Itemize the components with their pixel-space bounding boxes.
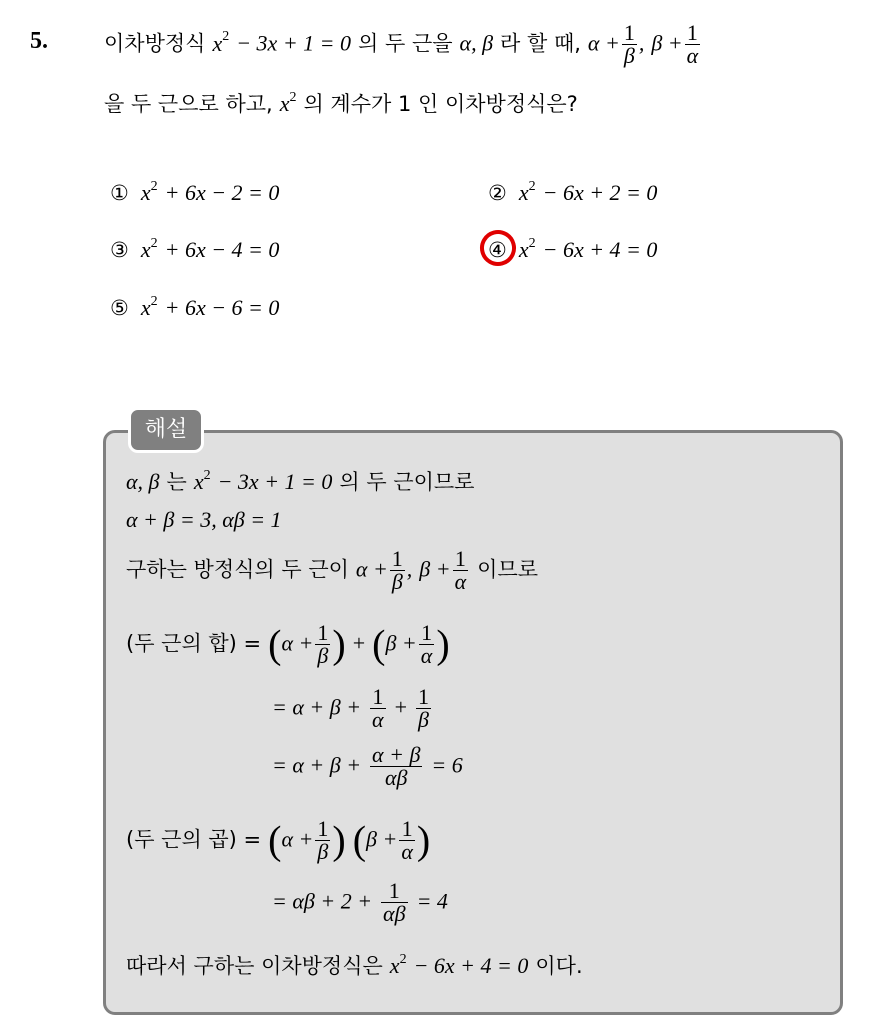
sum-line-3: = α + β + $\frac{\alpha + \beta}{\alpha\beta}$ = 6 <box>272 742 463 790</box>
choice-label: ④ <box>488 238 507 262</box>
choice-label: ⑤ <box>110 296 129 320</box>
question-equation: − 3x + 1 = 0 <box>236 30 352 56</box>
product-line-1: (두 근의 곱) = (α + $\frac{1}{\beta}$ ) (β + $\frac{1}{\alpha}$ ) <box>126 816 431 864</box>
choice-4[interactable]: ④ $x^2$ − 6x + 4 = 0 <box>488 237 657 263</box>
question-number: 5. <box>30 28 48 54</box>
solution-tag: 해설 <box>128 407 204 453</box>
fraction-one-over-beta: $\frac{1}{\beta}$ <box>623 20 635 68</box>
question-var-x2: $x^2$ <box>279 89 297 116</box>
solution-line-1: α, β 는 $x^2 - 3x + 1 = 0$ 의 두 근이므로 <box>126 467 475 494</box>
question-text-2: 의 두 근을 <box>358 31 453 56</box>
question-roots: α, β <box>459 30 494 56</box>
choice-3[interactable]: ③ $x^2$ + 6x − 4 = 0 <box>110 235 280 262</box>
choice-label: ② <box>488 181 507 205</box>
question-text-4: 을 두 근으로 하고, <box>104 92 273 116</box>
choice-2[interactable]: ② $x^2$ − 6x + 2 = 0 <box>488 178 658 205</box>
question-new-root-a: α + <box>587 30 620 56</box>
choice-label: ③ <box>110 238 129 262</box>
question-text-3: 라 할 때, <box>500 31 581 56</box>
solution-line-3: 구하는 방정식의 두 근이 α + $\frac{1}{\beta}$ , β + $\frac{1}{\alpha}$ 이므로 <box>126 546 539 594</box>
solution-line-2: α + β = 3, αβ = 1 <box>126 507 282 532</box>
solution-final-line: 따라서 구하는 이차방정식은 $x^2 - 6x + 4 = 0$ 이다. <box>126 951 583 978</box>
question-line-2 <box>104 88 578 118</box>
choice-label: ① <box>110 181 129 205</box>
choice-5[interactable]: ⑤ $x^2$ + 6x − 6 = 0 <box>110 293 280 320</box>
answer-circle-mark <box>476 226 520 270</box>
sum-line-2: = α + β + $\frac{1}{\alpha}$ + $\frac{1}{\beta}$ <box>272 684 430 732</box>
choice-expr: + 6x − 4 = 0 <box>164 237 280 262</box>
choice-1[interactable]: ① $x^2$ + 6x − 2 = 0 <box>110 178 280 205</box>
fraction-one-over-alpha: $\frac{1}{\alpha}$ <box>686 20 699 68</box>
product-line-2: = αβ + 2 + $\frac{1}{\alpha\beta}$ = 4 <box>272 878 448 926</box>
sum-line-1: (두 근의 합) = (α + $\frac{1}{\beta}$ ) + (β + $\frac{1}{\alpha}$ ) <box>126 620 450 668</box>
choice-expr: − 6x + 2 = 0 <box>542 180 658 205</box>
choice-expr: + 6x − 2 = 0 <box>164 180 280 205</box>
question-line-1: 이차방정식 $x^2 - 3x + 1 = 0$ 의 두 근을 α, β 라 할 때, α + $\frac{1}{\beta}$ , β + $\frac{1}{\alpha}$ <box>104 20 699 68</box>
question-text-1: 이차방정식 <box>104 31 206 56</box>
choice-expr: + 6x − 6 = 0 <box>164 295 280 320</box>
question-text-5: 의 계수가 1 인 이차방정식은? <box>303 92 578 116</box>
choice-expr: − 6x + 4 = 0 <box>542 237 658 262</box>
question-new-root-b: β + <box>651 30 683 56</box>
question-var-x: $x^2$ <box>212 29 230 56</box>
